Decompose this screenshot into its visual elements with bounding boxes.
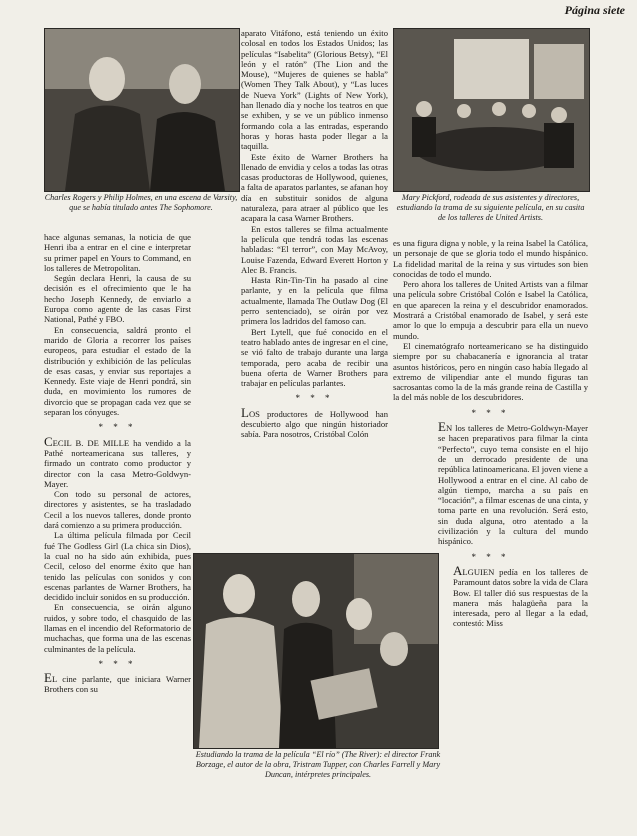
paragraph: Con todo su personal de actores, directores y asistentes, se ha trasladado Cecil a los nuevos talleres, donde pronto dará comienzo a su primera producción.: [44, 489, 191, 531]
paragraph: Pero ahora los talleres de United Artists van a filmar una película sobre Cristóbal Colón e Isabel la Católica, en que aparecen la reina y el descubridor enamorados. Mostrará a Cristóbal enamorado de Isabel, y será este amor lo que lo empuja a descubrir para ella un nuevo mundo.: [393, 279, 588, 341]
paragraph: En estos talleres se filma actualmente la película que tendrá todas las escenas habladas: “El terror”, con May McAvoy, Louise Fazenda, Edward Everett Horton y Alec B. Francis.: [241, 223, 388, 275]
section-divider: * * *: [98, 658, 137, 669]
paragraph: El cinematógrafo norteamericano se ha distinguido siempre por su chabacanería e ignorancia al tratar asuntos históricos, pero en ningún caso había llegado al extremo de vilipendiar ante el mundo figuras tan sacrosantas como la de la más grande reina de Castilla y la del más noble de los descubridores.: [393, 340, 588, 403]
paragraph: [393, 562, 588, 629]
paragraph: La última película filmada por Cecil fué The Godless Girl (La chica sin Dios), la cual no ha sido aún exhibida, pues Cecil, celoso del enorme éxito que han tenido las películas con sonidos y con escenas parlantes de Warner Brothers, ha decidido incluir sonidos en su producción.: [44, 530, 191, 603]
drop-cap: E: [438, 419, 446, 435]
paragraph: aparato Vitáfono, está teniendo un éxito colosal en todos los Estados Unidos; las películas “Isabelita” (Glorious Betsy), “El león y el ratón” (The Lion and the Mouse), “Mujeres de quienes se habla” (Women They Talk About), y “Las luces de Nueva York” (Lights of New York), han llenado día y noche los teatros en que se exhiben, y se ve un público inmenso formando cola a las entradas, esperando horas y horas hasta poder llegar a la taquilla.: [241, 28, 388, 152]
photo-rogers-holmes-image: [45, 29, 239, 191]
page-number: Página siete: [564, 3, 625, 17]
photo-mary-pickford-image: [394, 29, 589, 191]
drop-cap: E: [44, 670, 52, 686]
photo-mary-pickford: [393, 28, 590, 192]
drop-cap: L: [241, 404, 249, 420]
drop-cap: C: [44, 433, 53, 449]
paragraph: [393, 419, 588, 547]
paragraph-text: L cine parlante, que iniciara Warner Brothers con su: [44, 674, 191, 695]
caption-photo1: Charles Rogers y Philip Holmes, en una escena de Varsity, que se había titulado antes The Sophomore.: [44, 193, 238, 212]
paragraph: [44, 433, 191, 489]
paragraph-text: OS productores de Hollywood han descubierto algo que ningún historiador sabía. Para nosotros, Cristóbal Colón: [241, 408, 388, 440]
caption-photo2: Mary Pickford, rodeada de sus asistentes y directores, estudiando la trama de su siguiente película, en su casita de los talleres de United Artists.: [396, 193, 585, 222]
column-middle: [241, 28, 388, 548]
paragraph-text: LGUIEN pedía en los talleres de Paramount datos sobre la vida de Clara Bow. El taller dió sus respuestas de la manera más halagüeña para la interesada, pero al llegar a la edad, contestó: Miss: [453, 566, 588, 629]
paragraph: hace algunas semanas, la noticia de que Henri iba a entrar en el cine e interpretar su primer papel en Yours to Command, en los talleres de Metropolitan.: [44, 232, 191, 273]
paragraph-text: ECIL B. DE MILLE ha vendido a la Pathé norteamericana sus talleres, y firmado un contrato como productor y director con la casa Metro-Goldwyn-Mayer.: [44, 437, 191, 489]
paragraph-text: N los talleres de Metro-Goldwyn-Mayer se hacen preparativos para filmar la cinta “Perfecto”, cuyo tema consiste en el hijo de un derrocado presidente de una república latinoamericana. El joven viene a Hollywood a entrar en el cine. Al cabo de algún tiempo, marcha a su país en “locación”, a filmar escenas de una cinta, y toma parte en una revolución. Será esto, sin duda alguna, otro atentado a la civilización y la cultura del mundo hispánico.: [438, 423, 588, 547]
paragraph: Según declara Henri, la causa de su decisión es el ofrecimiento que le ha hecho Joseph Kennedy, de enviarlo a Europa como agente de las casas First National, Pathé y FBO.: [44, 273, 191, 325]
drop-cap: A: [453, 562, 463, 578]
column-right: [393, 238, 588, 836]
paragraph: Hasta Rin-Tin-Tin ha pasado al cine parlante, y en la película que filma actualmente, llamada The Outlaw Dog (El perro sentenciado), se oirán por vez primera los ladridos del famoso can.: [241, 275, 388, 327]
photo-rogers-holmes: [44, 28, 240, 192]
section-divider: * * *: [98, 422, 137, 433]
paragraph: [241, 404, 388, 440]
paragraph: Bert Lytell, que fué conocido en el teatro hablado antes de ingresar en el cine, se vió falto de trabajo durante una larga temporada, pero acaba de recibir una buena oferta de Warner Brothers para trabajar en películas parlantes.: [241, 326, 388, 389]
paragraph: es una figura digna y noble, y la reina Isabel la Católica, un personaje de que se gloria todo el mundo hispánico. La fidelidad marital de la reina y sus virtudes son bien conocidas de todo el mundo.: [393, 238, 588, 279]
paragraph: En consecuencia, se oirán alguno ruidos, y sobre todo, el chasquido de las llamas en el incendio del Reformatorio de muchachas, que forma una de las escenas culminantes de la película.: [44, 602, 191, 654]
section-divider: * * *: [295, 393, 334, 404]
paragraph: En consecuencia, saldrá pronto el marido de Gloria a recorrer los países europeos, para estudiar el estado de la distribución y exhibición de las películas de esas casas, y enviar sus reportajes a Kennedy. Este viaje de Henri pondrá, sin duda, en movimiento los rumores de divorcio que se propagan cada vez que se separan los cónyuges.: [44, 324, 191, 418]
caption-photo3: Estudiando la trama de la película “El río” (The River): el director Frank Borzage, el autor de la obra, Tristram Tupper, con Charles Farrell y Mary Duncan, intérpretes principales.: [195, 750, 441, 779]
section-divider: * * *: [471, 407, 510, 418]
paragraph: Este éxito de Warner Brothers ha llenado de envidia y celos a todas las otras casas productoras de Hollywood, quienes, a falta de aparatos parlantes, se afanan hoy día en substituir sonidos de alguna naturaleza, para atraer al público que les acapara la casa Warner Brothers.: [241, 151, 388, 224]
section-divider: * * *: [471, 551, 510, 562]
column-left: [44, 232, 191, 836]
paragraph: [44, 670, 191, 695]
